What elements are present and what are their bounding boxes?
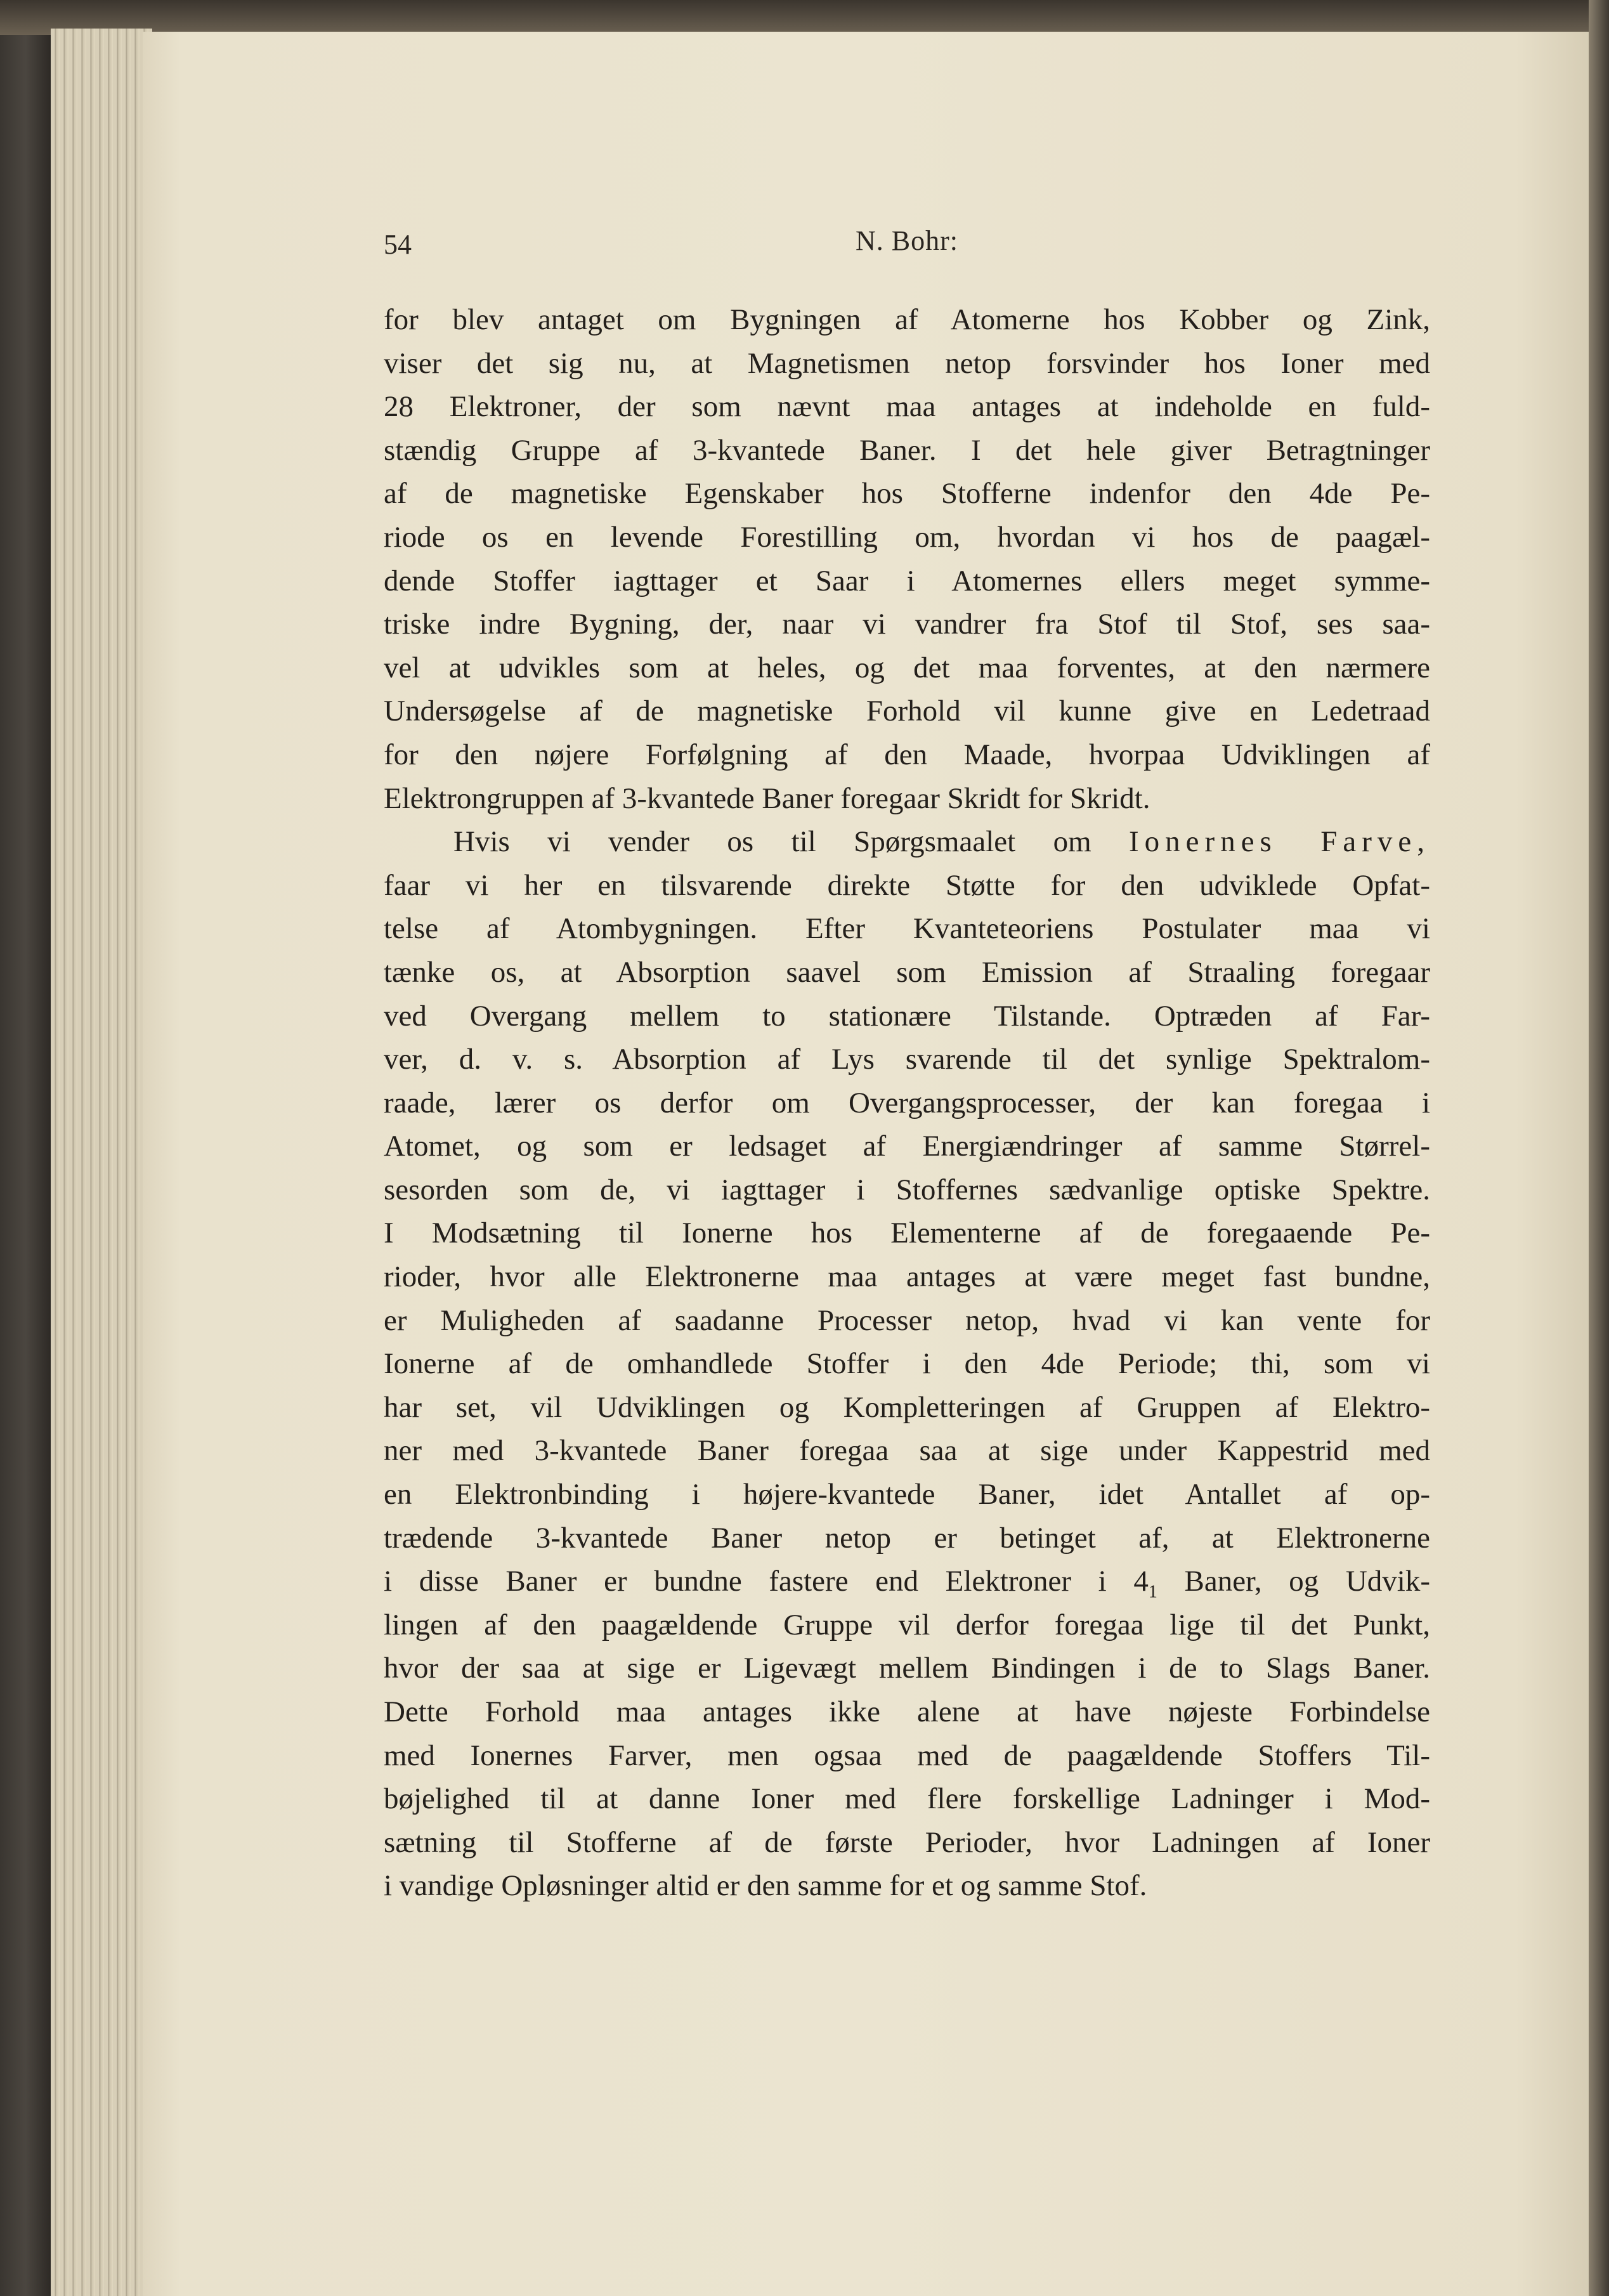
- page-number: 54: [384, 229, 412, 260]
- page-header: [384, 225, 1430, 266]
- text-line: stændig Gruppe af 3-kvantede Baner. I det hele giver Betragtninger: [384, 433, 1430, 467]
- text-line: Dette Forhold maa antages ikke alene at have nøjeste Forbindelse: [384, 1695, 1430, 1728]
- text-segment: i disse Baner er bundne fastere end Elektroner i 4: [384, 1565, 1149, 1598]
- text-line: med Ionernes Farver, men ogsaa med de paagældende Stoffers Til-: [384, 1738, 1430, 1772]
- text-line: Atomet, og som er ledsaget af Energiændringer af samme Størrel-: [384, 1130, 1430, 1163]
- text-line-with-subscript: [384, 1560, 1430, 1603]
- text-line: ner med 3-kvantede Baner foregaa saa at sige under Kappestrid med: [384, 1434, 1430, 1468]
- text-line: for den nøjere Forfølgning af den Maade, hvorpaa Udviklingen af: [384, 738, 1430, 771]
- text-line: har set, vil Udviklingen og Kompletteringen af Gruppen af Elektro-: [384, 1390, 1430, 1424]
- text-line: riode os en levende Forestilling om, hvordan vi hos de paagæl-: [384, 520, 1430, 554]
- text-line: trædende 3-kvantede Baner netop er betinget af, at Elektronerne: [384, 1521, 1430, 1555]
- text-line: raade, lærer os derfor om Overgangsprocesser, der kan foregaa i: [384, 1086, 1430, 1119]
- text-line: triske indre Bygning, der, naar vi vandrer fra Stof til Stof, ses saa-: [384, 608, 1430, 641]
- book-right-edge: [1589, 0, 1609, 2296]
- text-line: bøjelighed til at danne Ioner med flere forskellige Ladninger i Mod-: [384, 1782, 1430, 1816]
- text-line: ved Overgang mellem to stationære Tilstande. Optræden af Far-: [384, 999, 1430, 1033]
- text-line: Elektrongruppen af 3-kvantede Baner foregaar Skridt for Skridt.: [384, 781, 1150, 815]
- text-line: i vandige Opløsninger altid er den samme for et og samme Stof.: [384, 1869, 1147, 1903]
- text-line: Ionerne af de omhandlede Stoffer i den 4de Periode; thi, som vi: [384, 1347, 1430, 1381]
- text-line: 28 Elektroner, der som nævnt maa antages at indeholde en fuld-: [384, 390, 1430, 424]
- text-line-paragraph-start: [384, 820, 1430, 864]
- book-top-edge: [0, 0, 1609, 35]
- text-segment: Baner, og Udvik-: [1157, 1565, 1430, 1598]
- text-line: vel at udvikles som at heles, og det maa forventes, at den nærmere: [384, 651, 1430, 684]
- body-text: [384, 298, 1430, 1908]
- text-line: lingen af den paagældende Gruppe vil derfor foregaa lige til det Punkt,: [384, 1608, 1430, 1641]
- text-line: rioder, hvor alle Elektronerne maa antages at være meget fast bundne,: [384, 1260, 1430, 1294]
- text-line: hvor der saa at sige er Ligevægt mellem Bindingen i de to Slags Baner.: [384, 1652, 1430, 1685]
- text-line: ver, d. v. s. Absorption af Lys svarende til det synlige Spektralom-: [384, 1043, 1430, 1076]
- text-line: faar vi her en tilsvarende direkte Støtte for den udviklede Opfat-: [384, 868, 1430, 902]
- text-line: sætning til Stofferne af de første Perioder, hvor Ladningen af Ioner: [384, 1825, 1430, 1859]
- text-line: af de magnetiske Egenskaber hos Stofferne indenfor den 4de Pe-: [384, 477, 1430, 511]
- subscript: 1: [1148, 1582, 1157, 1602]
- text-line: er Muligheden af saadanne Processer netop, hvad vi kan vente for: [384, 1303, 1430, 1337]
- text-line: viser det sig nu, at Magnetismen netop forsvinder hos Ioner med: [384, 346, 1430, 380]
- text-line: en Elektronbinding i højere-kvantede Baner, idet Antallet af op-: [384, 1478, 1430, 1511]
- running-head: N. Bohr:: [856, 225, 958, 256]
- text-line: for blev antaget om Bygningen af Atomerne hos Kobber og Zink,: [384, 303, 1430, 336]
- text-line: dende Stoffer iagttager et Saar i Atomernes ellers meget symme-: [384, 564, 1430, 597]
- text-line: telse af Atombygningen. Efter Kvanteteoriens Postulater maa vi: [384, 912, 1430, 946]
- text-line: Undersøgelse af de magnetiske Forhold vil kunne give en Ledetraad: [384, 695, 1430, 728]
- text-segment: Hvis vi vender os til Spørgsmaalet om: [453, 825, 1091, 859]
- text-line: sesorden som de, vi iagttager i Stoffernes sædvanlige optiske Spektre.: [384, 1173, 1430, 1206]
- text-line: I Modsætning til Ionerne hos Elementerne af de foregaaende Pe-: [384, 1216, 1430, 1250]
- spaced-emphasis: Ionernes Farve,: [1129, 825, 1431, 859]
- text-line: tænke os, at Absorption saavel som Emission af Straaling foregaar: [384, 955, 1430, 989]
- page-stack-edge: [51, 29, 152, 2296]
